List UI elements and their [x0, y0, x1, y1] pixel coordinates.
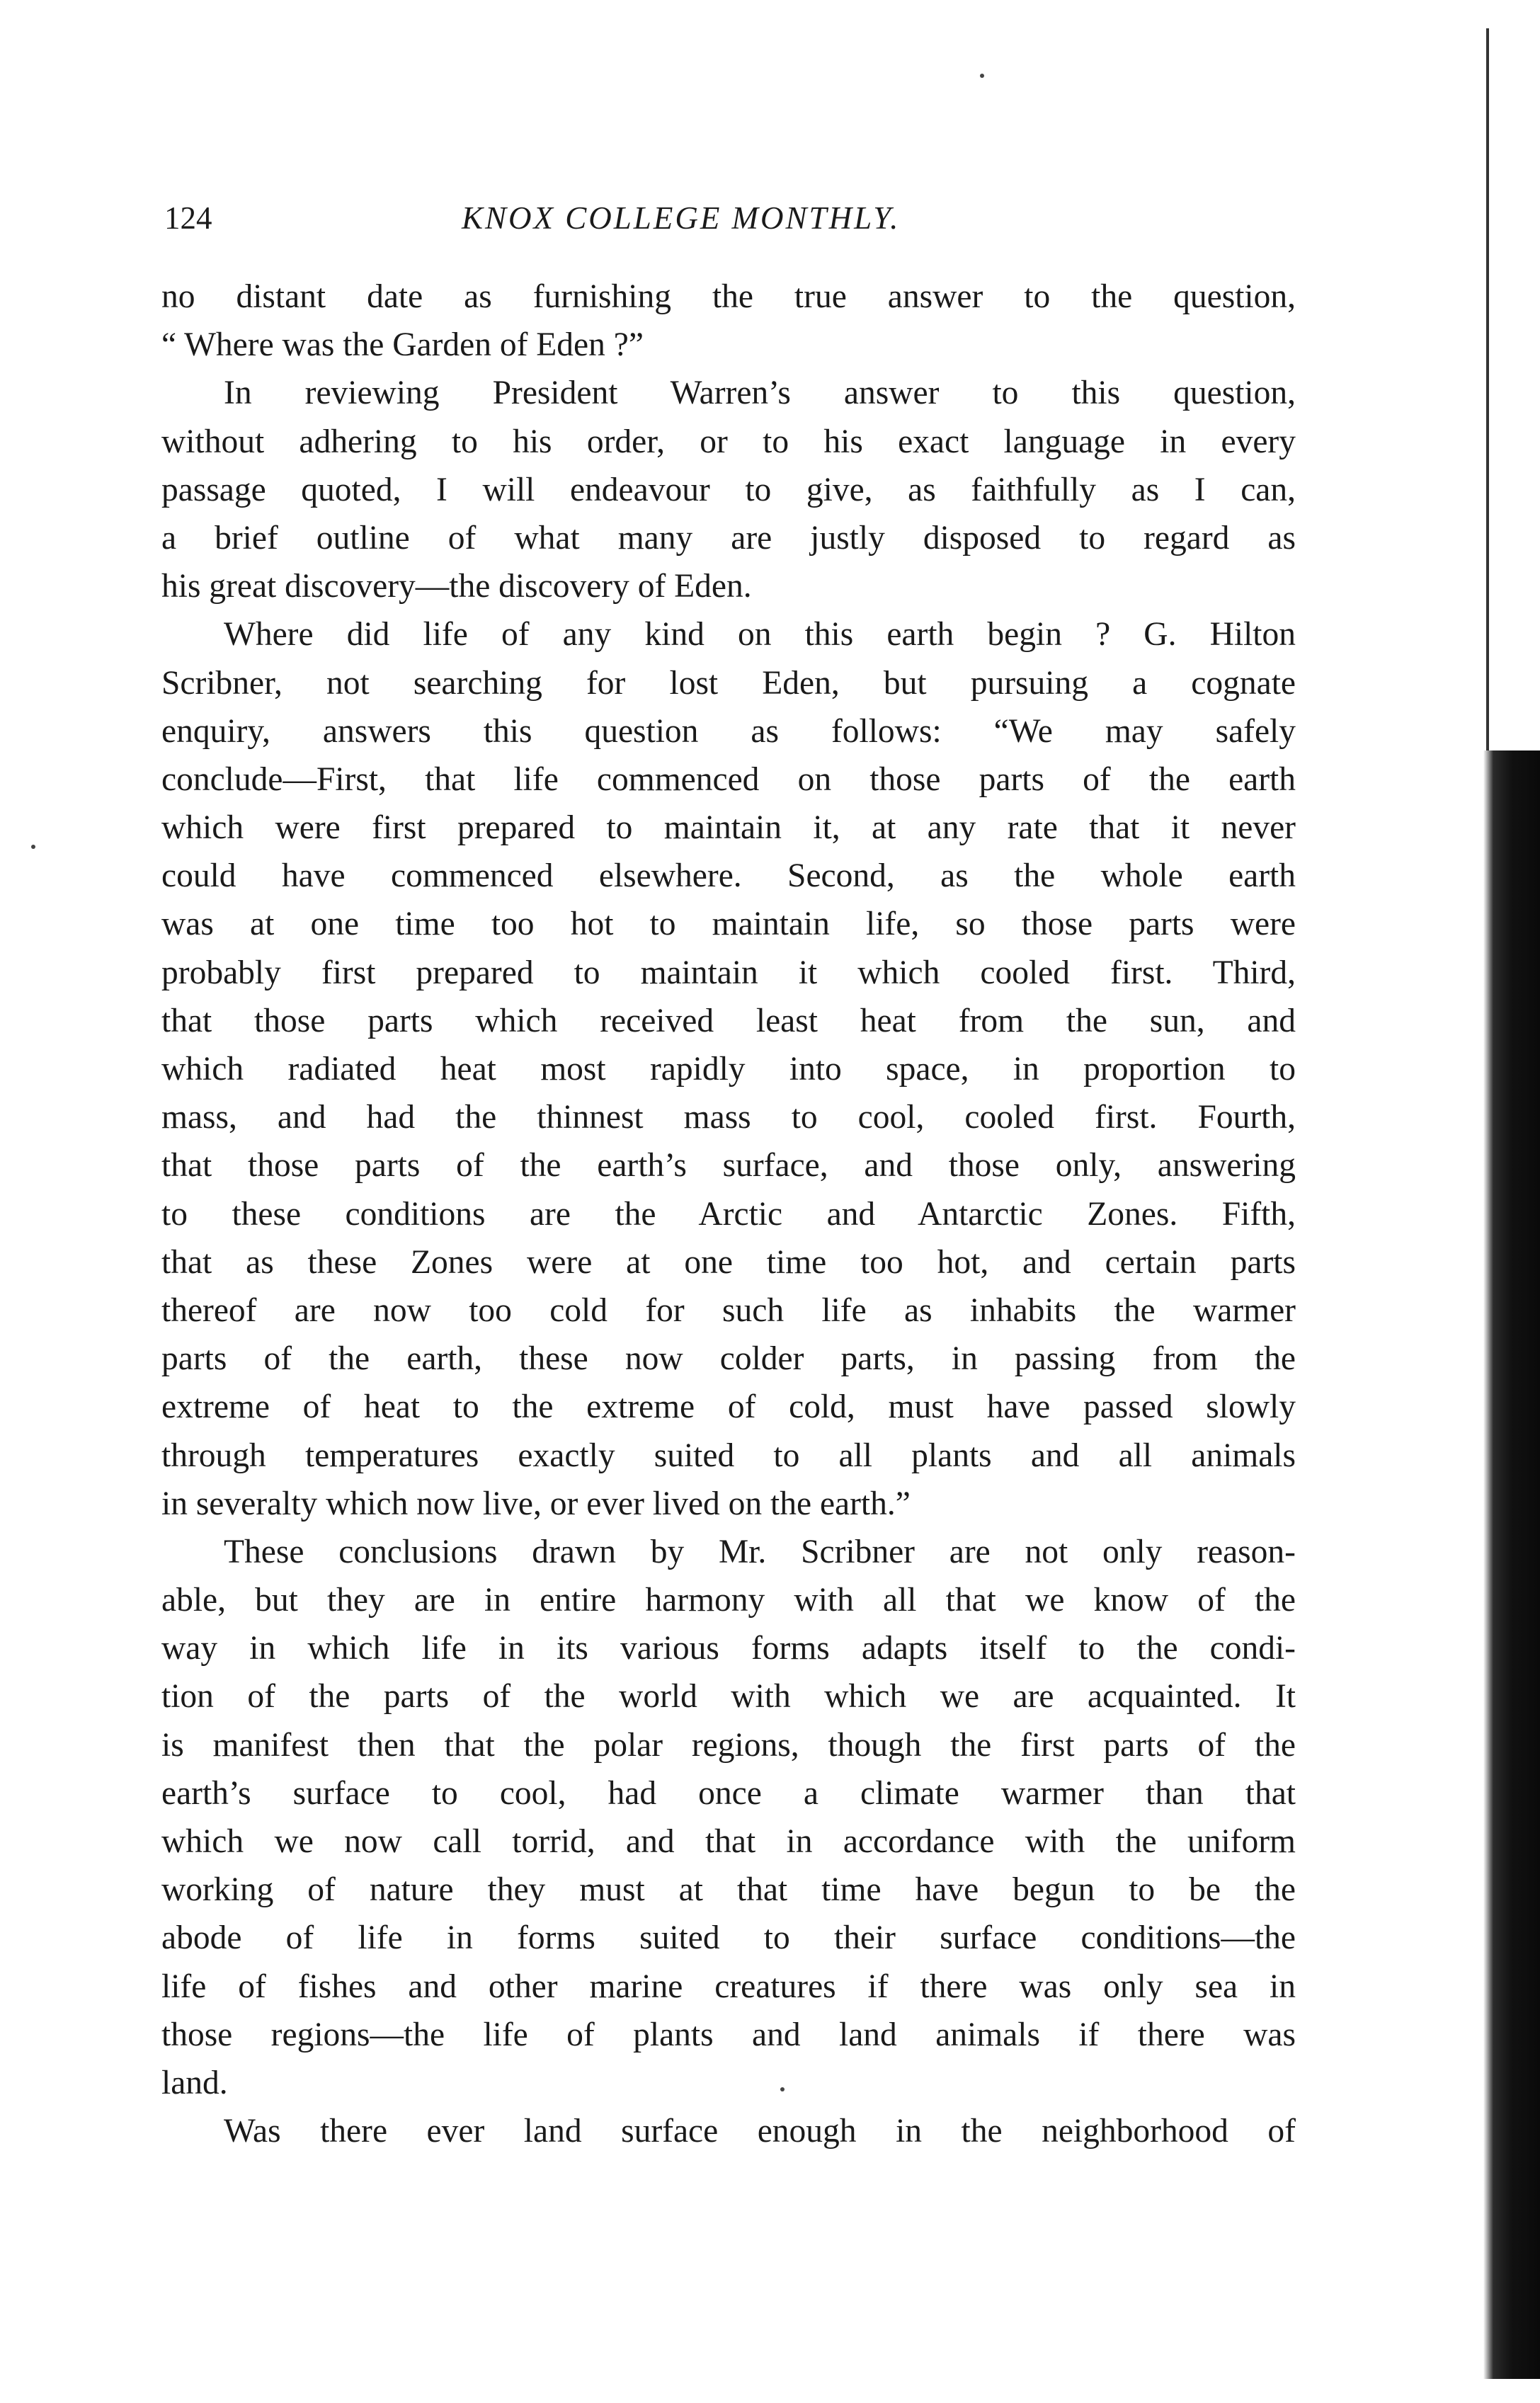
- text-line: could have commenced elsewhere. Second, as the whole earth: [161, 857, 1296, 895]
- text-line: “ Where was the Garden of Eden ?”: [161, 326, 644, 364]
- text-line: that those parts of the earth’s surface, and those only, answering: [161, 1147, 1296, 1185]
- page-header: [164, 200, 1297, 249]
- text-line: way in which life in its various forms adapts itself to the condi-: [161, 1630, 1296, 1667]
- text-line: that those parts which received least heat from the sun, and: [161, 1002, 1296, 1039]
- text-line: extreme of heat to the extreme of cold, must have passed slowly: [161, 1388, 1296, 1426]
- text-line: which radiated heat most rapidly into space, in proportion to: [161, 1051, 1296, 1088]
- paragraph-start-line: Where did life of any kind on this earth begin ? G. Hilton: [224, 616, 1296, 653]
- text-line: no distant date as furnishing the true answer to the question,: [161, 278, 1296, 315]
- paragraph-start-line: Was there ever land surface enough in the neighborhood of: [224, 2113, 1296, 2150]
- text-line: mass, and had the thinnest mass to cool, cooled first. Fourth,: [161, 1099, 1296, 1136]
- text-line: parts of the earth, these now colder parts, in passing from the: [161, 1340, 1296, 1378]
- scan-speck: [31, 845, 35, 849]
- text-line: life of fishes and other marine creatures if there was only sea in: [161, 1968, 1296, 2005]
- text-line: without adhering to his order, or to his exact language in every: [161, 423, 1296, 460]
- text-line: which we now call torrid, and that in accordance with the uniform: [161, 1823, 1296, 1860]
- text-line: working of nature they must at that time have begun to be the: [161, 1871, 1296, 1909]
- text-line: which were first prepared to maintain it, at any rate that it never: [161, 809, 1296, 847]
- running-title: KNOX COLLEGE MONTHLY.: [462, 200, 901, 236]
- text-line: thereof are now too cold for such life as inhabits the warmer: [161, 1291, 1296, 1329]
- text-line: probably first prepared to maintain it which cooled first. Third,: [161, 954, 1296, 991]
- text-line: abode of life in forms suited to their surface conditions—the: [161, 1919, 1296, 1957]
- text-line: tion of the parts of the world with which we are acquainted. It: [161, 1678, 1296, 1716]
- body-text: [161, 273, 1296, 2155]
- text-line: able, but they are in entire harmony with all that we know of the: [161, 1582, 1296, 1619]
- text-line: passage quoted, I will endeavour to give, as faithfully as I can,: [161, 471, 1296, 508]
- text-line: Scribner, not searching for lost Eden, but pursuing a cognate: [161, 664, 1296, 702]
- text-line: those regions—the life of plants and land animals if there was: [161, 2016, 1296, 2053]
- text-line: was at one time too hot to maintain life, so those parts were: [161, 906, 1296, 943]
- paragraph-start-line: These conclusions drawn by Mr. Scribner are not only reason-: [224, 1533, 1296, 1570]
- text-line: earth’s surface to cool, had once a climate warmer than that: [161, 1774, 1296, 1812]
- text-line: in severalty which now live, or ever lived on the earth.”: [161, 1485, 911, 1522]
- scan-speck: [980, 74, 984, 78]
- paragraph-start-line: In reviewing President Warren’s answer to this question,: [224, 375, 1296, 412]
- text-line: his great discovery—the discovery of Eden.: [161, 568, 752, 605]
- text-line: that as these Zones were at one time too hot, and certain parts: [161, 1243, 1296, 1281]
- text-line: enquiry, answers this question as follows: “We may safely: [161, 712, 1296, 750]
- binding-shadow: [1483, 750, 1540, 2379]
- text-line: is manifest then that the polar regions, though the first parts of the: [161, 1726, 1296, 1764]
- page-number: 124: [164, 200, 212, 236]
- binding-shadow-thin: [1486, 28, 1489, 750]
- text-line: to these conditions are the Arctic and Antarctic Zones. Fifth,: [161, 1195, 1296, 1233]
- text-line: a brief outline of what many are justly disposed to regard as: [161, 519, 1296, 556]
- text-line: land.: [161, 2064, 228, 2101]
- text-line: through temperatures exactly suited to all plants and all animals: [161, 1437, 1296, 1474]
- text-line: conclude—First, that life commenced on those parts of the earth: [161, 760, 1296, 798]
